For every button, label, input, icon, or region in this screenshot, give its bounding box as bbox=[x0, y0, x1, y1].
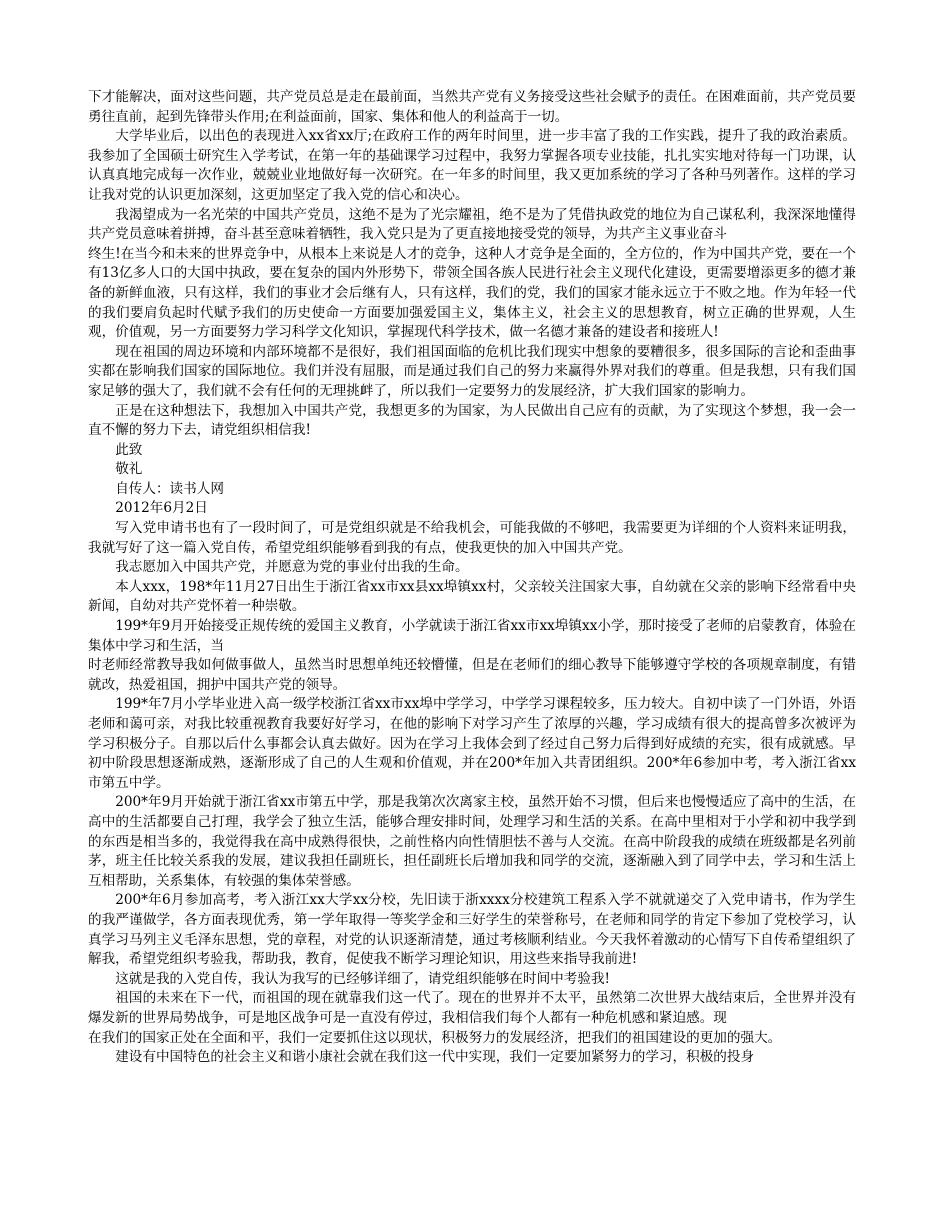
date-line: 2012年6月2日 bbox=[115, 500, 208, 517]
salutation-jingli: 敬礼 bbox=[115, 461, 143, 478]
paragraph-22: 建设有中国特色的社会主义和谐小康社会就在我们这一代中实现，我们一定要加紧努力的学习，积极的投身 bbox=[115, 1049, 755, 1066]
salutation-cizhi: 此致 bbox=[115, 441, 143, 458]
paragraph-5: 现在祖国的周边环境和内部环境都不是很好，我们祖国面临的危机比我们现实中想象的要糟很多，很多国际的言论和歪曲事实都在影响我们国家的国际地位。我们并没有屈服，而是通过我们自己的努力来赢得外界对我们的尊重。但是我想，只有我们国家足够的强大了，我们就不会有任何的无理挑衅了，所以我们一定要努力的发展经济，扩大我们国家的影响力。 bbox=[88, 343, 856, 399]
paragraph-17: 200*年9月开始就于浙江省xx市第五中学，那是我第次次离家主校，虽然开始不习惯，但后来也慢慢适应了高中的生活，在高中的生活都要自己打理，我学会了独立生活，能够合理安排时间，处理学习和生活的关系。在高中里相对于小学和初中我学到的东西是相当多的，我觉得我在高中成熟得很快，之前性格内向性情胆怯不善与人交流。在高中阶段我的成绩在班级都是名列前茅，班主任比较关系我的发展，建议我担任副班长，担任副班长后增加我和同学的交流，逐渐融入到了同学中去，学习和生活上互相帮助，关系集体，有较强的集体荣誉感。 bbox=[88, 794, 856, 889]
paragraph-1: 下才能解决，面对这些问题，共产党员总是走在最前面，当然共产党有义务接受这些社会赋予的责任。在困难面前，共产党员要勇往直前，起到先锋带头作用;在利益面前，国家、集体和他人的利益高于一切。 bbox=[88, 89, 856, 125]
paragraph-21: 在我们的国家正处在全面和平，我们一定要抓住这以现状，积极努力的发展经济，把我们的祖国建设的更加的强大。 bbox=[88, 1029, 782, 1046]
paragraph-11: 写入党申请书也有了一段时间了，可是党组织就是不给我机会，可能我做的不够吧，我需要更为详细的个人资料来证明我，我就写好了这一篇入党自传，希望党组织能够看到我的有点，使我更快的加入中国共产党。 bbox=[88, 520, 856, 556]
paragraph-12: 我志愿加入中国共产党，并愿意为党的事业付出我的生命。 bbox=[115, 559, 469, 576]
paragraph-13: 本人xxx，198*年11月27日出生于浙江省xx市xx县xx埠镇xx村，父亲较关注国家大事，自幼就在父亲的影响下经常看中央新闻，自幼对共产党怀着一种崇敬。 bbox=[88, 578, 856, 615]
author-line: 自传人：读书人网 bbox=[115, 480, 224, 497]
paragraph-14: 199*年9月开始接受正规传统的爱国主义教育，小学就读于浙江省xx市xx埠镇xx小学，那时接受了老师的启蒙教育，体验在集体中学习和生活，当 bbox=[88, 618, 856, 654]
document-page bbox=[88, 88, 856, 1068]
paragraph-18: 200*年6月参加高考，考入浙江xx大学xx分校，先旧读于浙xxxx分校建筑工程系入学不就就递交了入党申请书，作为学生的我严谨做学，各方面表现优秀，第一学年取得一等奖学金和三好学生的荣誉称号，在老师和同学的肯定下参加了党校学习，认真学习马列主义毛泽东思想，党的章程，对党的认识逐渐清楚，通过考核顺利结业。今天我怀着激动的心情写下自传希望组织了解我，希望党组织考验我，帮助我，教育，促使我不断学习理论知识，用这些来指导我前进! bbox=[88, 892, 856, 968]
paragraph-2: 大学毕业后，以出色的表现进入xx省xx厅;在政府工作的两年时间里，进一步丰富了我的工作实践，提升了我的政治素质。我参加了全国硕士研究生入学考试，在第一年的基础课学习过程中，我努力掌握各项专业技能，扎扎实实地对待每一门功课，认认真真地完成每一次作业，兢兢业业地做好每一次研究。在一年多的时间里，我又更加系统的学习了各种马列著作。这样的学习让我对党的认识更加深刻，这更加坚定了我入党的信心和决心。 bbox=[88, 128, 856, 203]
paragraph-3: 我渴望成为一名光荣的中国共产党员，这绝不是为了光宗耀祖，绝不是为了凭借执政党的地位为自己谋私利，我深深地懂得共产党员意味着拼搏，奋斗甚至意味着牺牲，我入党只是为了更直接地接受党的领导，为共产主义事业奋斗 bbox=[88, 206, 856, 243]
paragraph-4: 终生!在当今和未来的世界竞争中，从根本上来说是人才的竞争，这种人才竞争是全面的，全方位的，作为中国共产党，要在一个有13亿多人口的大国中执政，要在复杂的国内外形势下，带领全国各族人民进行社会主义现代化建设，更需要增添更多的德才兼备的新鲜血液，只有这样，我们的事业才会后继有人，只有这样，我们的党，我们的国家才能永远立于不败之地。作为年轻一代的我们要肩负起时代赋予我们的历史使命一方面要加强爱国主义，集体主义，社会主义的思想教育，树立正确的世界观，人生观，价值观，另一方面要努力学习科学文化知识，掌握现代科学技术，做一名德才兼备的建设者和接班人! bbox=[88, 245, 856, 341]
paragraph-6: 正是在这种想法下，我想加入中国共产党，我想更多的为国家，为人民做出自己应有的贡献，为了实现这个梦想，我一会一直不懈的努力下去，请党组织相信我! bbox=[88, 402, 856, 439]
paragraph-19: 这就是我的入党自传，我认为我写的已经够详细了，请党组织能够在时间中考验我! bbox=[115, 970, 611, 987]
paragraph-15: 时老师经常教导我如何做事做人，虽然当时思想单纯还较懵懂，但是在老师们的细心教导下能够遵守学校的各项规章制度，有错就改，热爱祖国，拥护中国共产党的领导。 bbox=[88, 657, 856, 693]
paragraph-20: 祖国的未来在下一代，而祖国的现在就靠我们这一代了。现在的世界并不太平，虽然第二次世界大战结束后，全世界并没有爆发新的世界局势战争，可是地区战争可是一直没有停过，我相信我们每个人都有一种危机感和紧迫感。现 bbox=[88, 990, 856, 1026]
paragraph-16: 199*年7月小学毕业进入高一级学校浙江省xx市xx埠中学学习，中学学习课程较多，压力较大。自初中读了一门外语，外语老师和蔼可亲，对我比较重视教育我要好好学习，在他的影响下对学习产生了浓厚的兴趣，学习成绩有很大的提高曾多次被评为学习积极分子。自那以后什么事都会认真去做好。因为在学习上我体会到了经过自己努力后得到好成绩的充实，很有成就感。早初中阶段思想逐渐成熟，逐渐形成了自己的人生观和价值观，并在200*年加入共青团组织。200*年6参加中考，考入浙江省xx市第五中学。 bbox=[88, 696, 856, 791]
